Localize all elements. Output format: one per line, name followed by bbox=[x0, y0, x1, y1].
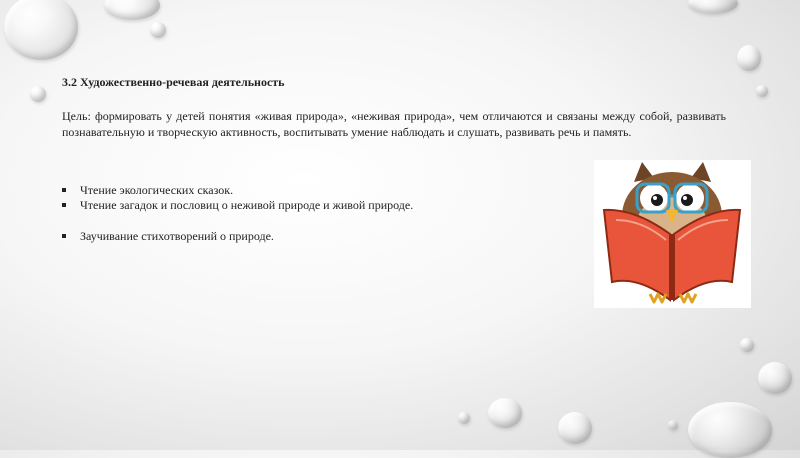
goal-paragraph: Цель: формировать у детей понятия «живая природа», «неживая природа», чем отличаются и связаны между собой, развивать познавательную и творческую активность, воспитывать умение наблюдать и слушать, развивать речь и память. bbox=[62, 109, 726, 139]
bullet-icon bbox=[62, 188, 66, 192]
water-drop bbox=[4, 0, 78, 60]
water-drop bbox=[30, 86, 46, 102]
water-drop bbox=[668, 420, 678, 430]
list-item bbox=[62, 198, 432, 213]
water-drop bbox=[737, 45, 761, 71]
water-drop bbox=[756, 85, 768, 97]
list-item bbox=[62, 183, 432, 198]
list-item-text: Чтение загадок и пословиц о неживой природе и живой природе. bbox=[80, 198, 414, 212]
water-drop bbox=[688, 0, 738, 14]
water-drop bbox=[488, 398, 522, 428]
water-drop bbox=[758, 362, 792, 394]
water-drop bbox=[458, 412, 470, 424]
bullet-icon bbox=[62, 234, 66, 238]
list-item-text: Чтение экологических сказок. bbox=[80, 183, 234, 197]
water-drop bbox=[104, 0, 160, 20]
owl-illustration bbox=[594, 160, 751, 308]
list-item-text: Заучивание стихотворений о природе. bbox=[80, 229, 274, 243]
owl-reading-book-icon bbox=[594, 160, 751, 308]
section-heading: 3.2 Художественно-речевая деятельность bbox=[62, 75, 285, 89]
water-drop bbox=[150, 22, 166, 38]
bullet-icon bbox=[62, 203, 66, 207]
list-item bbox=[62, 229, 432, 244]
water-drop bbox=[740, 338, 754, 352]
water-drop bbox=[558, 412, 592, 444]
activity-list bbox=[62, 183, 432, 244]
